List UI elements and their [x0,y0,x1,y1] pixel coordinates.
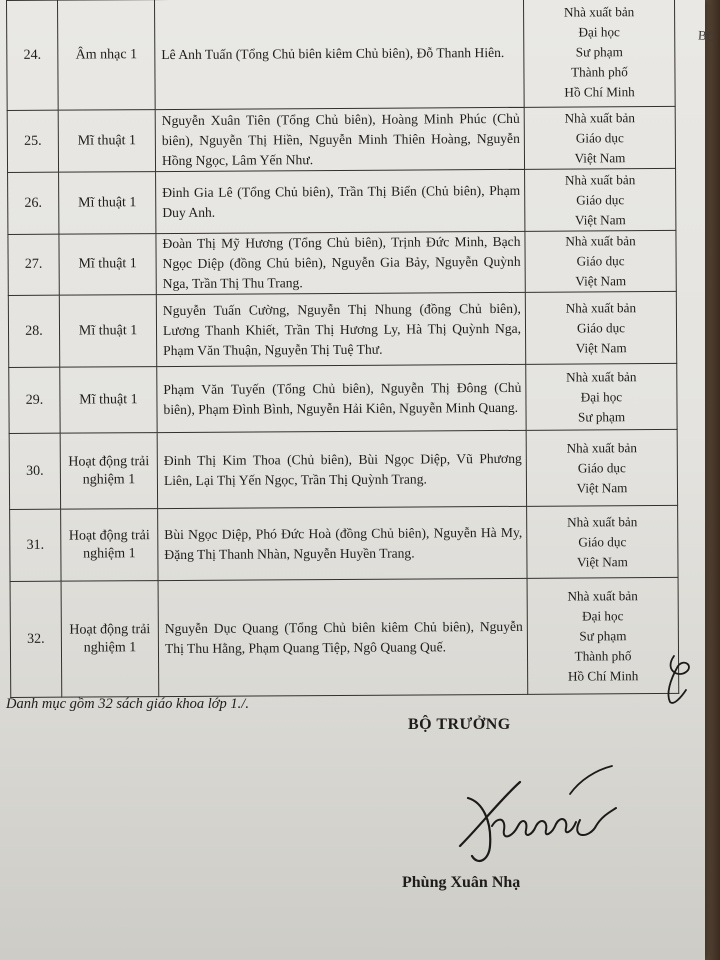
publisher [526,429,677,506]
publisher-line: Đại học [582,607,624,623]
publisher-line: Giáo dục [578,533,627,550]
publisher-line: Việt Nam [575,339,627,356]
table-row [10,505,678,581]
table-row [8,168,676,234]
table-row [8,230,676,295]
book-title: Mĩ thuật 1 [59,172,156,235]
publisher-line: Thành phố [571,63,628,80]
row-number: 24. [7,0,59,110]
publisher-line: Giáo dục [575,129,624,146]
table-row [7,0,676,110]
publisher-line: Thành phố [574,647,632,664]
row-number: 30. [9,433,60,509]
book-authors: Nguyễn Dục Quang (Tổng Chủ biên kiêm Chủ biên), Nguyễn Thị Thu Hằng, Phạm Quang Tiệp, Ngô Quang Quế. [158,578,528,696]
signer-name: Phùng Xuân Nhạ [402,874,521,891]
row-number: 29. [9,367,60,433]
publisher [525,230,676,292]
book-title: Mĩ thuật 1 [59,295,156,368]
publisher-line: Giáo dục [576,191,625,208]
footer-note: Danh mục gồm 32 sách giáo khoa lớp 1./. [6,696,249,712]
row-number: 31. [10,509,61,581]
book-authors: Lê Anh Tuấn (Tổng Chủ biên kiêm Chủ biên), Đỗ Thanh Hiên. [155,0,525,110]
book-title: Âm nhạc 1 [58,0,156,110]
book-authors: Đoàn Thị Mỹ Hương (Tổng Chủ biên), Trịnh Đức Minh, Bạch Ngọc Diệp (đồng Chủ biên), Nguyễn Gia Bảy, Nguyễn Quỳnh Nga, Trần Thị Thu Trang. [156,231,525,294]
publisher-line: Giáo dục [576,319,626,336]
table-row [9,363,677,433]
page-edge-text: BC [697,27,716,44]
publisher-line: Việt Nam [576,553,628,570]
publisher-line: Nhà xuất bản [565,233,636,249]
book-authors: Đinh Thị Kim Thoa (Chủ biên), Bùi Ngọc Diệp, Vũ Phương Liên, Lại Thị Yến Ngọc, Trần Thị Quỳnh Trang. [157,430,526,508]
publisher-line: Việt Nam [574,211,626,228]
book-title: Mĩ thuật 1 [60,367,157,434]
publisher-line: Sư phạm [575,43,623,60]
publisher [523,0,675,107]
publisher-line: Nhà xuất bản [566,513,638,530]
publisher-line: Nhà xuất bản [566,439,637,456]
initial-mark [656,652,700,708]
publisher-line: Việt Nam [575,273,627,289]
publisher [527,505,678,578]
book-authors: Bùi Ngọc Diệp, Phó Đức Hoà (đồng Chủ biên), Nguyễn Hà My, Đặng Thị Thanh Nhàn, Nguyễn Huyền Trang. [158,506,527,580]
publisher [525,168,676,231]
publisher [526,363,677,430]
row-number: 25. [7,110,58,172]
book-title: Hoạt động trải nghiệm 1 [61,581,159,698]
textbook-list-table [6,0,679,698]
row-number: 26. [8,172,59,234]
publisher-line: Sư phạm [577,408,626,425]
publisher-line: Nhà xuất bản [563,3,635,20]
book-authors: Nguyễn Xuân Tiên (Tổng Chủ biên), Hoàng Minh Phúc (Chủ biên), Nguyễn Thị Hiền, Nguyễn Minh Thiên Hoàng, Nguyễn Hồng Ngọc, Lâm Yến Như. [155,107,524,171]
publisher-line: Nhà xuất bản [565,299,637,316]
book-authors: Phạm Văn Tuyến (Tổng Chủ biên), Nguyễn Thị Đông (Chủ biên), Phạm Đình Bình, Nguyễn Hải Kiên, Nguyễn Minh Quang. [157,364,526,432]
publisher-line: Việt Nam [576,479,628,496]
table-row [7,106,675,172]
publisher [524,106,675,169]
book-authors: Nguyễn Tuấn Cường, Nguyễn Thị Nhung (đồng Chủ biên), Lương Thanh Khiết, Trần Thị Hương Ly, Hà Thị Quỳnh Nga, Phạm Văn Thuận, Nguyễn Thị Tuệ Thư. [156,292,525,366]
publisher-line: Sư phạm [579,627,627,644]
publisher-line: Giáo dục [576,253,625,269]
book-authors: Đinh Gia Lê (Tổng Chủ biên), Trần Thị Biển (Chủ biên), Phạm Duy Anh. [156,169,525,233]
row-number: 28. [8,295,59,367]
book-title: Mĩ thuật 1 [59,234,156,296]
minister-title: BỘ TRƯỞNG [408,716,511,733]
publisher-line: Hồ Chí Minh [564,83,635,100]
book-title: Hoạt động trải nghiệm 1 [61,509,158,582]
publisher [525,291,676,364]
publisher-line: Hồ Chí Minh [567,667,639,684]
publisher-line: Nhà xuất bản [564,109,635,126]
signature-image [420,760,620,870]
table-row [8,291,676,367]
publisher-line: Việt Nam [574,149,626,166]
book-title: Hoạt động trải nghiệm 1 [60,433,157,510]
table-row [9,429,677,509]
book-title: Mĩ thuật 1 [58,110,155,173]
publisher-line: Nhà xuất bản [567,587,638,604]
publisher-line: Giáo dục [577,459,626,476]
publisher-line: Nhà xuất bản [566,368,637,385]
publisher-line: Đại học [580,388,623,404]
row-number: 32. [10,581,62,697]
publisher-line: Nhà xuất bản [564,171,636,188]
row-number: 27. [8,234,59,295]
publisher-line: Đại học [578,23,620,40]
table-row [10,577,679,697]
